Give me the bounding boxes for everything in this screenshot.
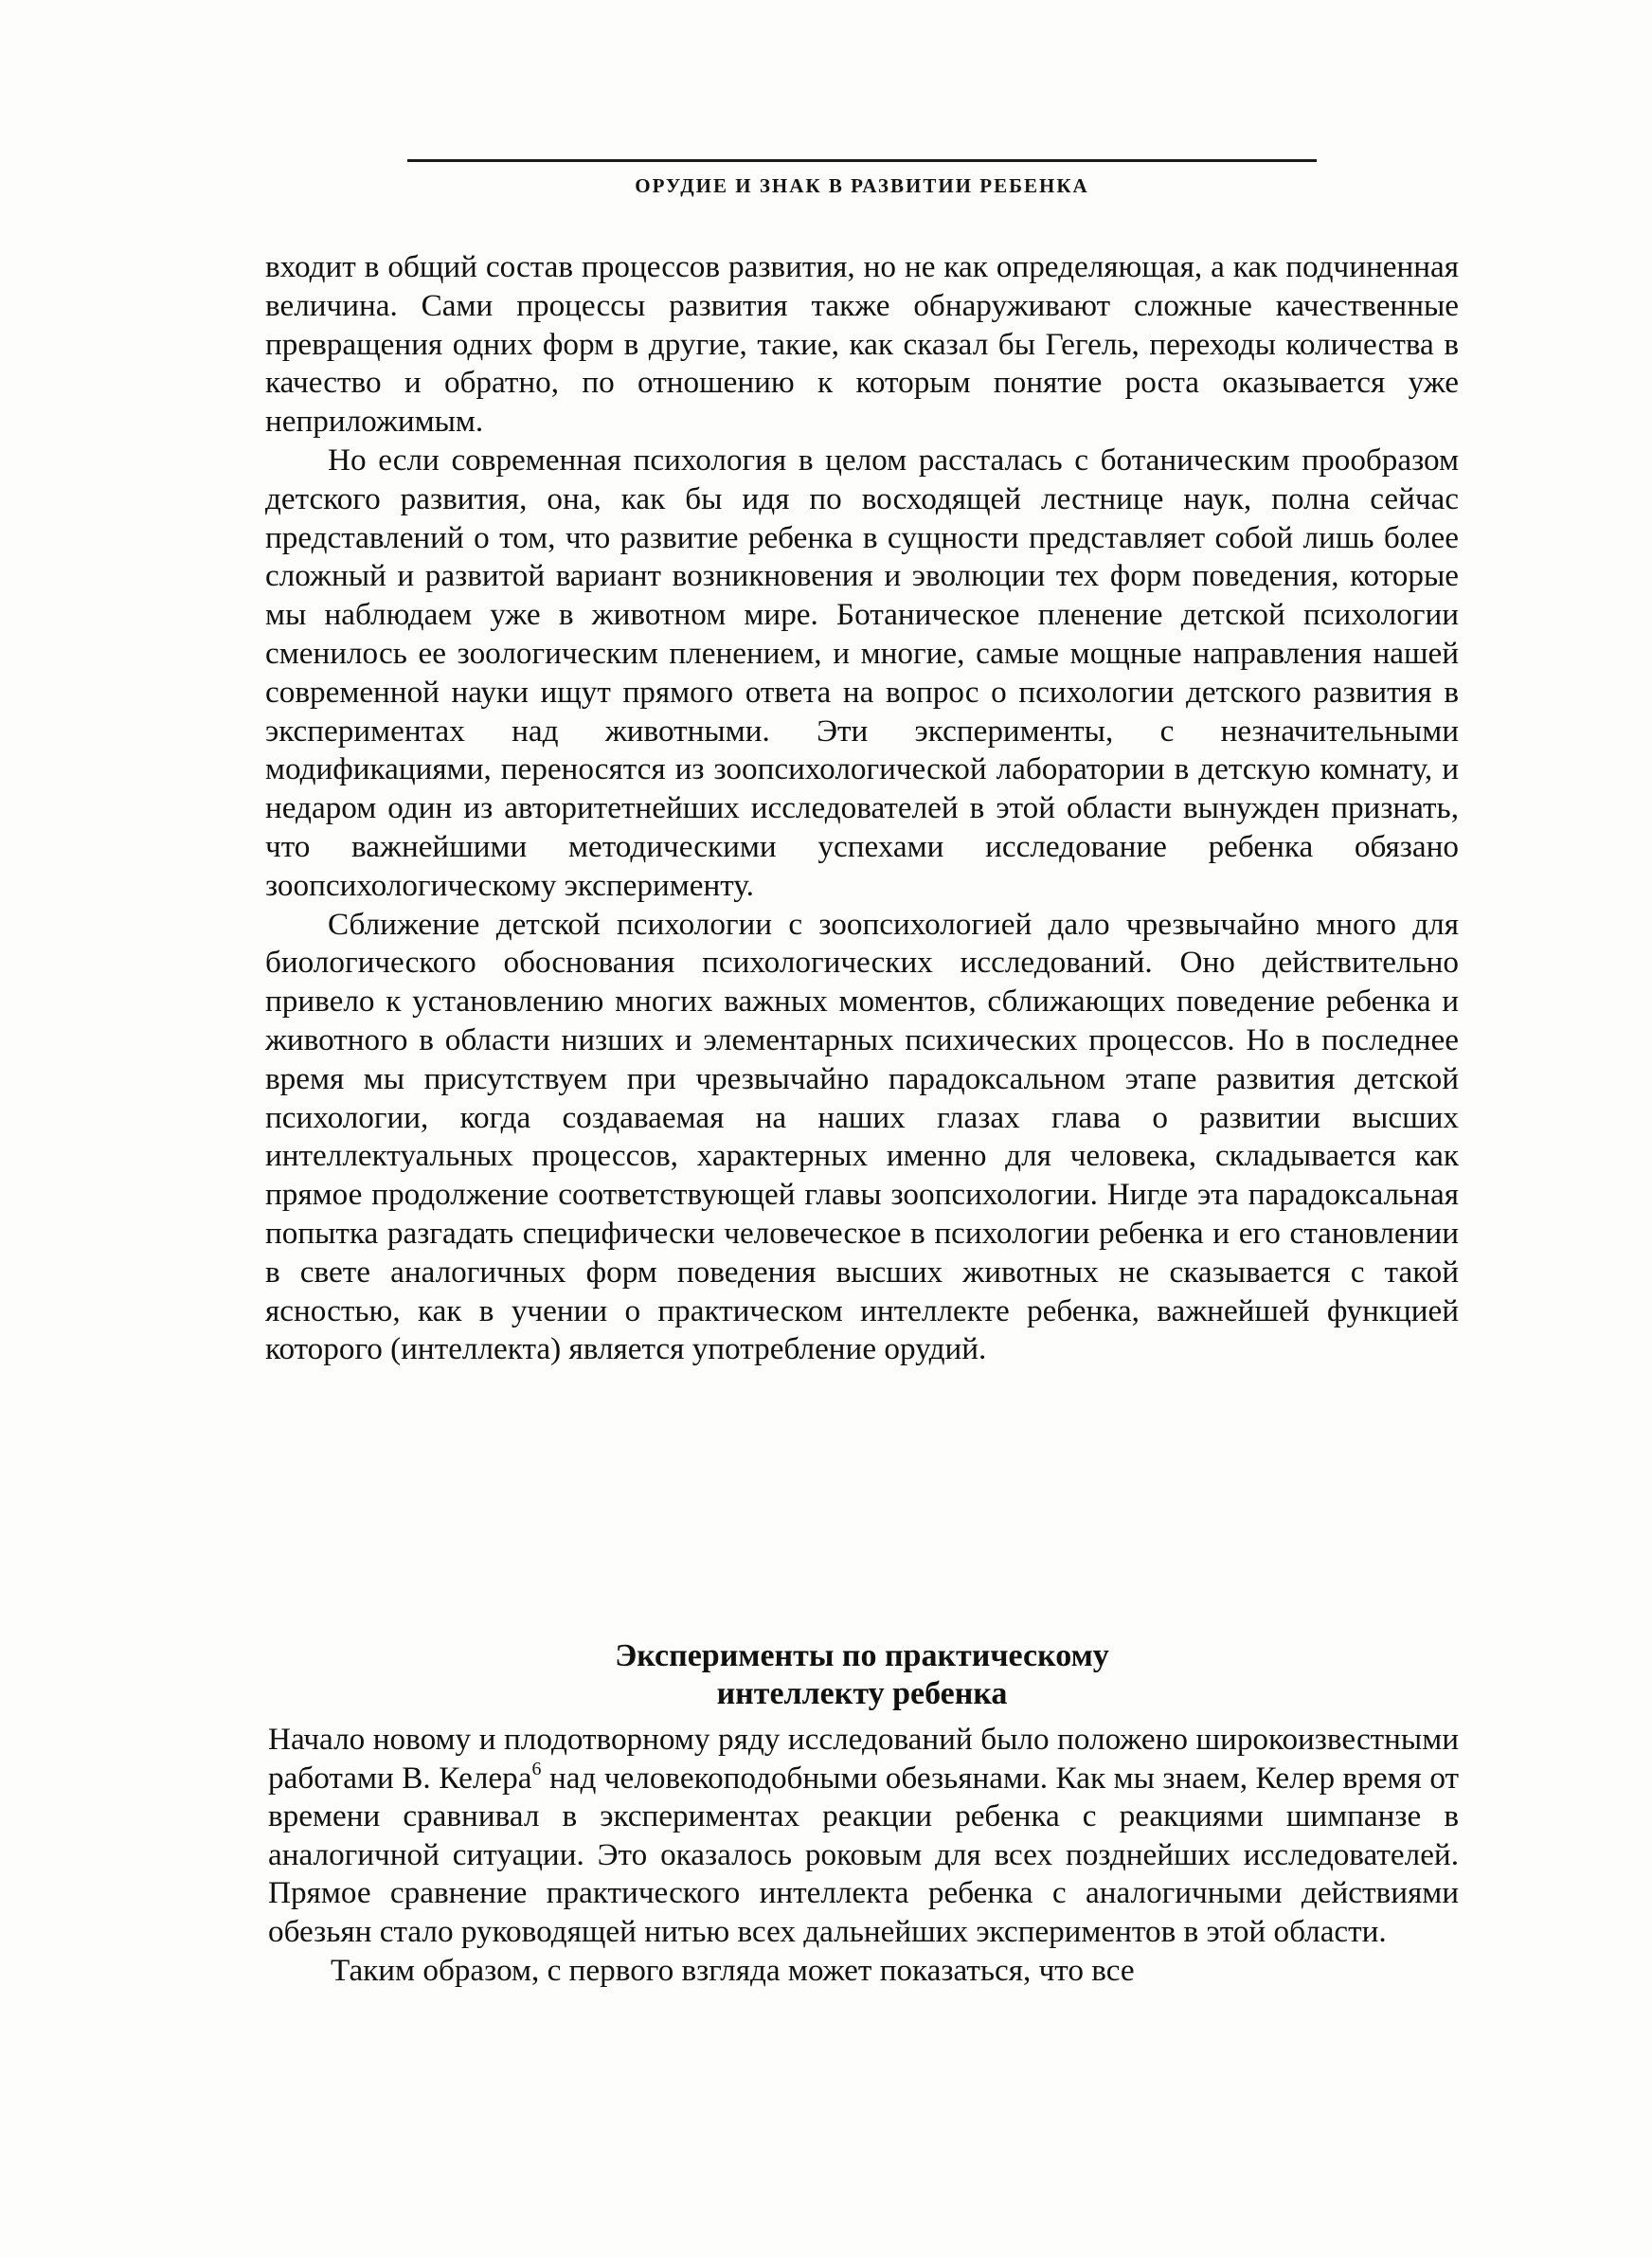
section-paragraph-1-start: Начало новому и плодотворному ряду исследований было положено широкоизвестными работами В. Келера: [268, 1722, 1459, 1796]
main-text: [265, 248, 1459, 1369]
paragraph-1: входит в общий состав процессов развития, но не как определяющая, а как подчиненная величина. Сами процессы развития также обнаруживают сложные качественные превращения одних форм в другие, такие, как сказал бы Гегель, переходы количества в качество и обратно, по отношению к которым понятие роста оказывается уже неприложимым.: [265, 249, 1459, 440]
paragraph-3: Сближение детской психологии с зоопсихологией дало чрезвычайно много для биологического обоснования психологических исследований. Оно действительно привело к установлению многих важных моментов, сближающих поведение ребенка и животного в области низших и элементарных психических процессов. Но в последнее время мы присутствуем при чрезвычайно парадоксальном этапе развития детской психологии, когда создаваемая на наших глазах глава о развитии высших интеллектуальных процессов, характерных именно для человека, складывается как прямое продолжение соответствующей главы зоопсихологии. Нигде эта парадоксальная попытка разгадать специфически человеческое в психологии ребенка и его становлении в свете аналогичных форм поведения высших животных не сказывается с такой ясностью, как в учении о практическом интеллекте ребенка, важнейшей функцией которого (интеллекта) является употребление орудий.: [265, 906, 1459, 1367]
section-paragraph-1: [268, 1721, 1459, 1952]
section-text: [268, 1721, 1459, 1990]
section-paragraph-2: Таким образом, с первого взгляда может показаться, что все: [331, 1952, 1135, 1988]
section-paragraph-1-end: над человекоподобными обезьянами. Как мы знаем, Келер время от времени сравнивал в экспериментах реакции ребенка с реакциями шимпанзе в аналогичной ситуации. Это оказалось роковым для всех позднейших исследователей. Прямое сравнение практического интеллекта ребенка с аналогичными действиями обезьян стало руководящей нитью всех дальнейших экспериментов в этой области.: [268, 1760, 1459, 1949]
header-rule: [407, 159, 1317, 162]
footnote-marker: 6: [531, 1758, 542, 1779]
running-head: ОРУДИЕ И ЗНАК В РАЗВИТИИ РЕБЕНКА: [635, 174, 1089, 197]
section-heading-line-2: интеллекту ребенка: [716, 1676, 1008, 1711]
section-heading-line-1: Эксперименты по практическому: [615, 1638, 1109, 1673]
section-heading: [265, 1637, 1459, 1713]
paragraph-2: Но если современная психология в целом рассталась с ботаническим прообразом детского развития, она, как бы идя по восходящей лестнице наук, полна сейчас представлений о том, что развитие ребенка в сущности представляет собой лишь более сложный и развитой вариант возникновения и эволюции тех форм поведения, которые мы наблюдаем уже в животном мире. Ботаническое пленение детской психологии сменилось ее зоологическим пленением, и многие, самые мощные направления нашей современной науки ищут прямого ответа на вопрос о психологии детского развития в экспериментах над животными. Эти эксперименты, с незначительными модификациями, переносятся из зоопсихологической лаборатории в детскую комнату, и недаром один из авторитетнейших исследователей в этой области вынужден признать, что важнейшими методическими успехами исследование ребенка обязано зоопсихологическому эксперименту.: [265, 442, 1459, 903]
